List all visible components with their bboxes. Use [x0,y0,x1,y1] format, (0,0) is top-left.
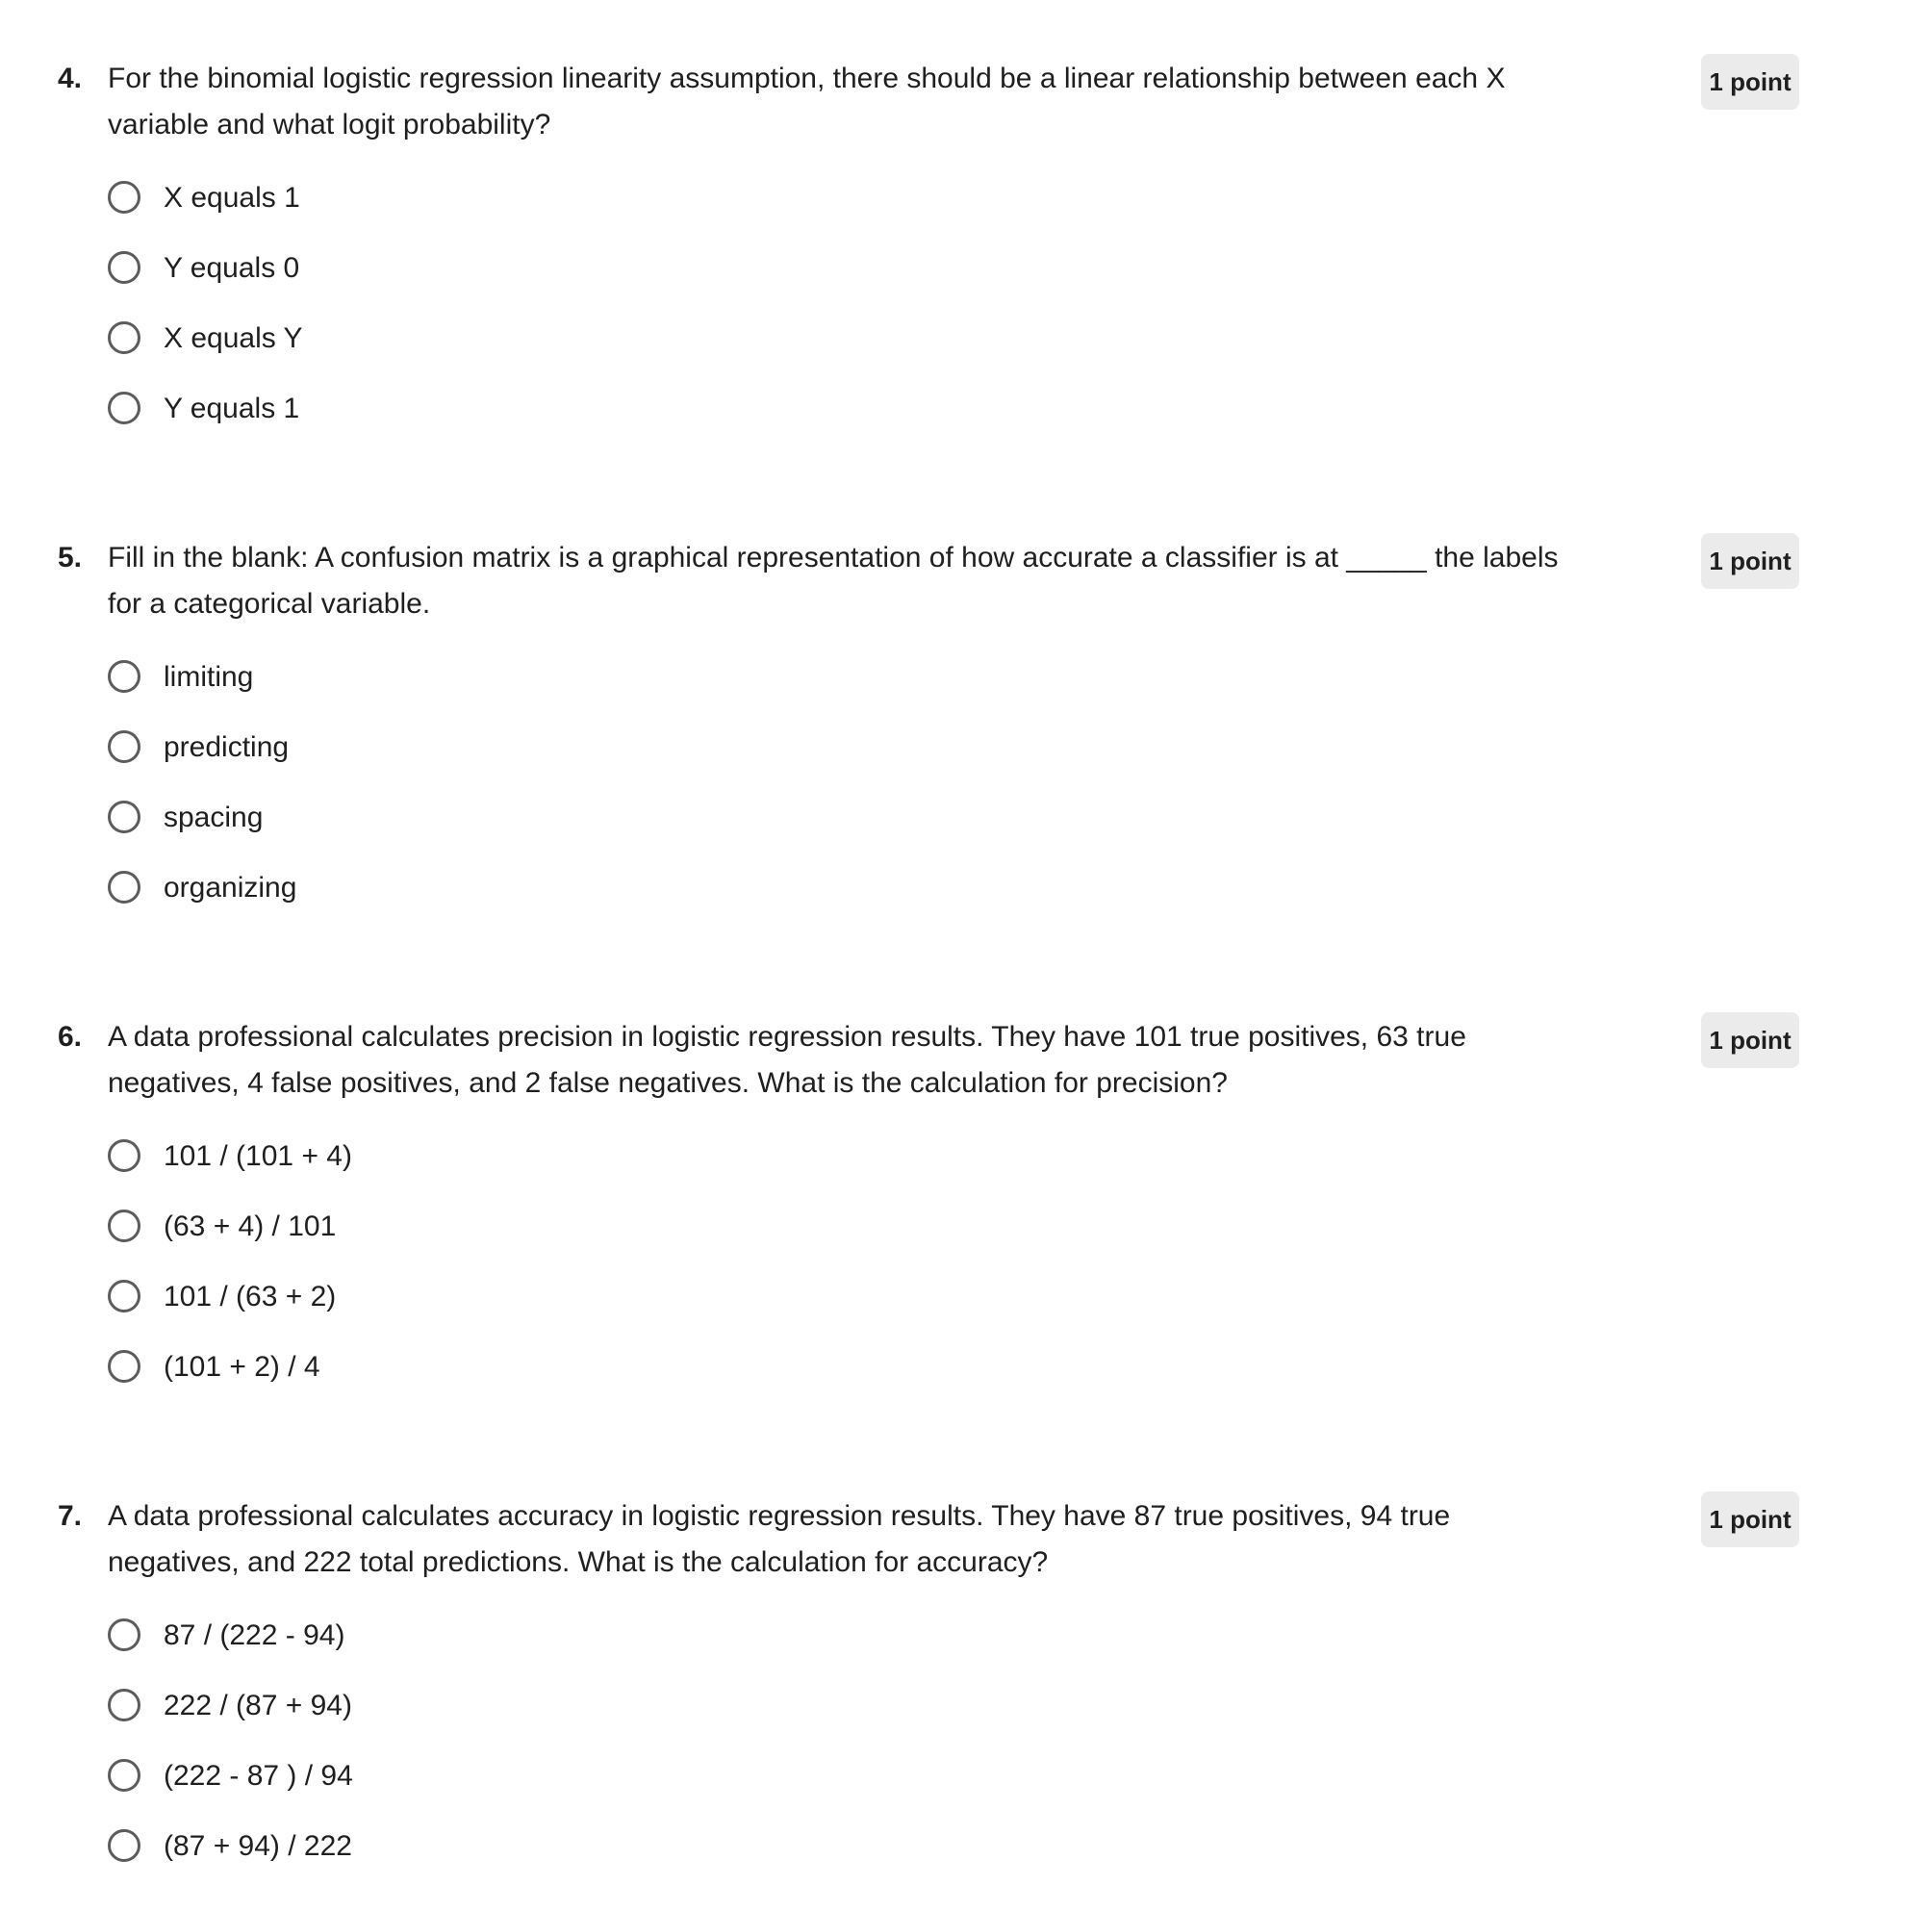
question-number: 7. [58,1500,83,1532]
option-label: X equals Y [164,322,303,354]
radio-button-icon[interactable] [108,1139,140,1172]
option-label: Y equals 0 [164,252,300,284]
radio-button-icon[interactable] [108,1689,140,1721]
radio-button-icon[interactable] [108,1280,140,1312]
option-label: 222 / (87 + 94) [164,1690,352,1721]
question-number: 5. [58,542,83,573]
option-label: (101 + 2) / 4 [164,1351,320,1383]
option-label: predicting [164,731,290,763]
answer-option[interactable] [108,1348,781,1390]
answer-option[interactable] [108,1137,781,1180]
answer-option[interactable] [108,1757,781,1799]
answer-option[interactable] [108,1208,781,1250]
answer-option[interactable] [108,1827,781,1870]
question-number: 6. [58,1021,83,1053]
question-text: A data professional calculates accuracy in logistic regression results. They have 87 true positives, 94 true negatives, and 222 total predictions. What is the calculation for accuracy? [108,1500,1451,1578]
answer-option[interactable] [108,1278,781,1320]
question-text: A data professional calculates precision in logistic regression results. They have 101 true positives, 63 true negatives, 4 false positives, and 2 false negatives. What is the calculation for precision? [108,1021,1466,1099]
answer-option[interactable] [108,249,781,292]
option-label: X equals 1 [164,182,300,214]
answer-option[interactable] [108,799,781,841]
radio-button-icon[interactable] [108,660,140,693]
radio-button-icon[interactable] [108,321,140,354]
option-label: spacing [164,802,264,833]
points-badge: 1 point [1701,1012,1799,1068]
points-badge: 1 point [1701,533,1799,589]
answer-option[interactable] [108,658,781,701]
question-text: For the binomial logistic regression linearity assumption, there should be a linear relationship between each X variable and what logit probability? [108,63,1506,140]
question-number: 4. [58,63,83,94]
radio-button-icon[interactable] [108,181,140,214]
radio-button-icon[interactable] [108,1829,140,1862]
answer-option[interactable] [108,390,781,432]
question-text: Fill in the blank: A confusion matrix is a graphical representation of how accurate a classifier is at _____ the labels for a categorical variable. [108,542,1559,620]
option-label: Y equals 1 [164,393,300,424]
option-label: 87 / (222 - 94) [164,1619,345,1651]
radio-button-icon[interactable] [108,871,140,904]
radio-button-icon[interactable] [108,730,140,763]
option-label: limiting [164,661,254,693]
radio-button-icon[interactable] [108,1350,140,1383]
radio-button-icon[interactable] [108,392,140,424]
points-badge: 1 point [1701,1491,1799,1547]
points-badge: 1 point [1701,54,1799,110]
radio-button-icon[interactable] [108,1210,140,1242]
option-label: 101 / (63 + 2) [164,1281,337,1312]
radio-button-icon[interactable] [108,801,140,833]
option-label: organizing [164,872,297,904]
option-label: (222 - 87 ) / 94 [164,1760,353,1792]
radio-button-icon[interactable] [108,1618,140,1651]
answer-option[interactable] [108,869,781,911]
answer-option[interactable] [108,319,781,362]
answer-option[interactable] [108,728,781,771]
option-label: 101 / (101 + 4) [164,1140,352,1172]
radio-button-icon[interactable] [108,1759,140,1792]
radio-button-icon[interactable] [108,251,140,284]
option-label: (63 + 4) / 101 [164,1210,337,1242]
answer-option[interactable] [108,1617,781,1659]
answer-option[interactable] [108,1687,781,1729]
answer-option[interactable] [108,179,781,221]
option-label: (87 + 94) / 222 [164,1830,352,1862]
